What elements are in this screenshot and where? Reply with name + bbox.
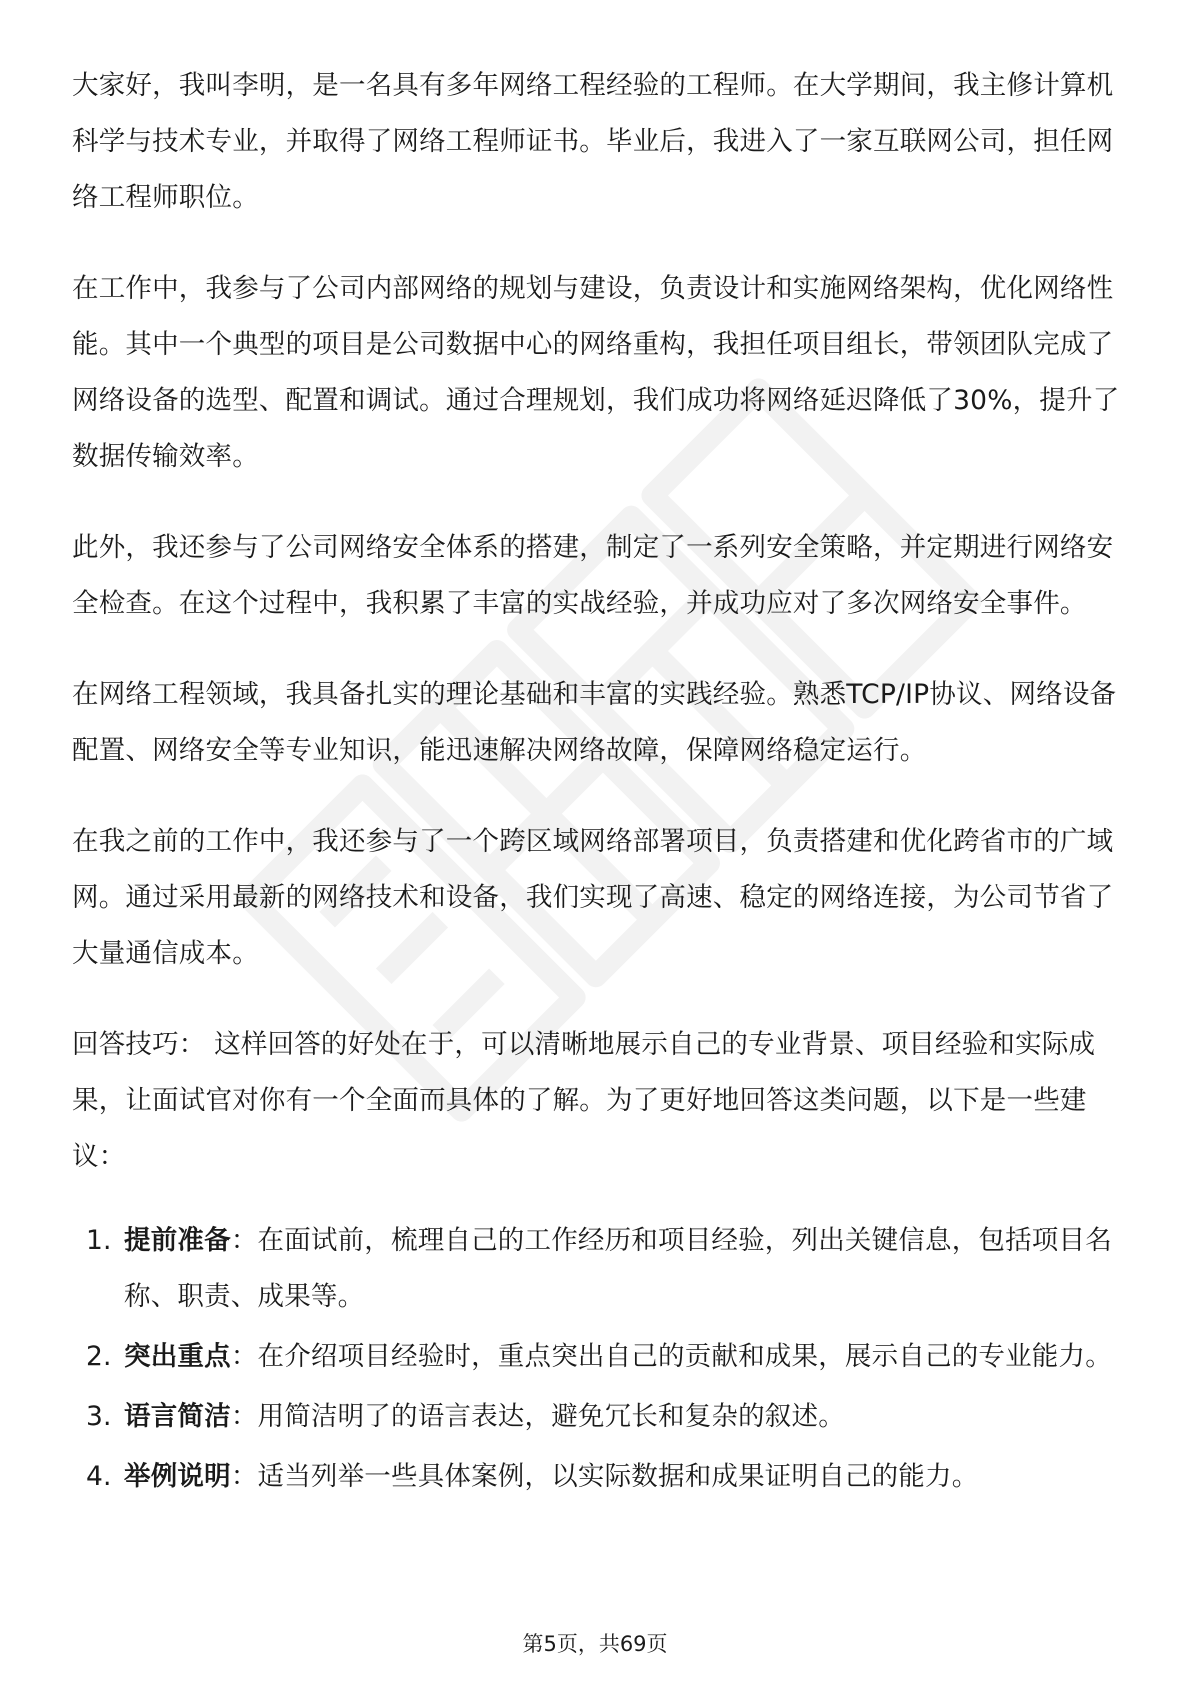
paragraph-intro: 大家好，我叫李明，是一名具有多年网络工程经验的工程师。在大学期间，我主修计算机科学与技术专业，并取得了网络工程师证书。毕业后，我进入了一家互联网公司，担任网络工程师职位。 [72, 70, 1114, 213]
tip-term: 提前准备 [124, 1225, 231, 1256]
list-number: 1. [86, 1225, 112, 1256]
list-item [72, 1213, 1122, 1325]
list-item [72, 1389, 1122, 1445]
tip-text: ：用简洁明了的语言表达，避免冗长和复杂的叙述。 [230, 1401, 845, 1432]
tip-term: 举例说明 [124, 1461, 231, 1492]
paragraph-answer-tips: 回答技巧： 这样回答的好处在于，可以清晰地展示自己的专业背景、项目经验和实际成果，让面试官对你有一个全面而具体的了解。为了更好地回答这类问题，以下是一些建议： [72, 1029, 1096, 1172]
paragraph-work-experience: 在工作中，我参与了公司内部网络的规划与建设，负责设计和实施网络架构，优化网络性能。其中一个典型的项目是公司数据中心的网络重构，我担任项目组长，带领团队完成了网络设备的选型、配置和调试。通过合理规划，我们成功将网络延迟降低了30%，提升了数据传输效率。 [72, 273, 1120, 472]
tip-term: 突出重点 [124, 1341, 231, 1372]
tip-text: ：在介绍项目经验时，重点突出自己的贡献和成果，展示自己的专业能力。 [230, 1341, 1112, 1372]
paragraph-security: 此外，我还参与了公司网络安全体系的搭建，制定了一系列安全策略，并定期进行网络安全检查。在这个过程中，我积累了丰富的实战经验，并成功应对了多次网络安全事件。 [72, 532, 1114, 619]
list-number: 3. [86, 1401, 112, 1432]
paragraph-wan-project: 在我之前的工作中，我还参与了一个跨区域网络部署项目，负责搭建和优化跨省市的广域网。通过采用最新的网络技术和设备，我们实现了高速、稳定的网络连接，为公司节省了大量通信成本。 [72, 826, 1114, 969]
tips-list [72, 1213, 1122, 1505]
page-number: 第5页，共69页 [522, 1632, 668, 1656]
tip-term: 语言简洁 [124, 1401, 231, 1432]
tip-text: ：适当列举一些具体案例，以实际数据和成果证明自己的能力。 [230, 1461, 979, 1492]
list-item [72, 1329, 1122, 1385]
tip-text: ：在面试前，梳理自己的工作经历和项目经验，列出关键信息，包括项目名称、职责、成果等。 [124, 1225, 1112, 1312]
document-body [72, 58, 1122, 1509]
list-item [72, 1449, 1122, 1505]
paragraph-skills: 在网络工程领域，我具备扎实的理论基础和丰富的实践经验。熟悉TCP/IP协议、网络设备配置、网络安全等专业知识，能迅速解决网络故障，保障网络稳定运行。 [72, 679, 1117, 766]
list-number: 2. [86, 1341, 112, 1372]
list-number: 4. [86, 1461, 112, 1492]
